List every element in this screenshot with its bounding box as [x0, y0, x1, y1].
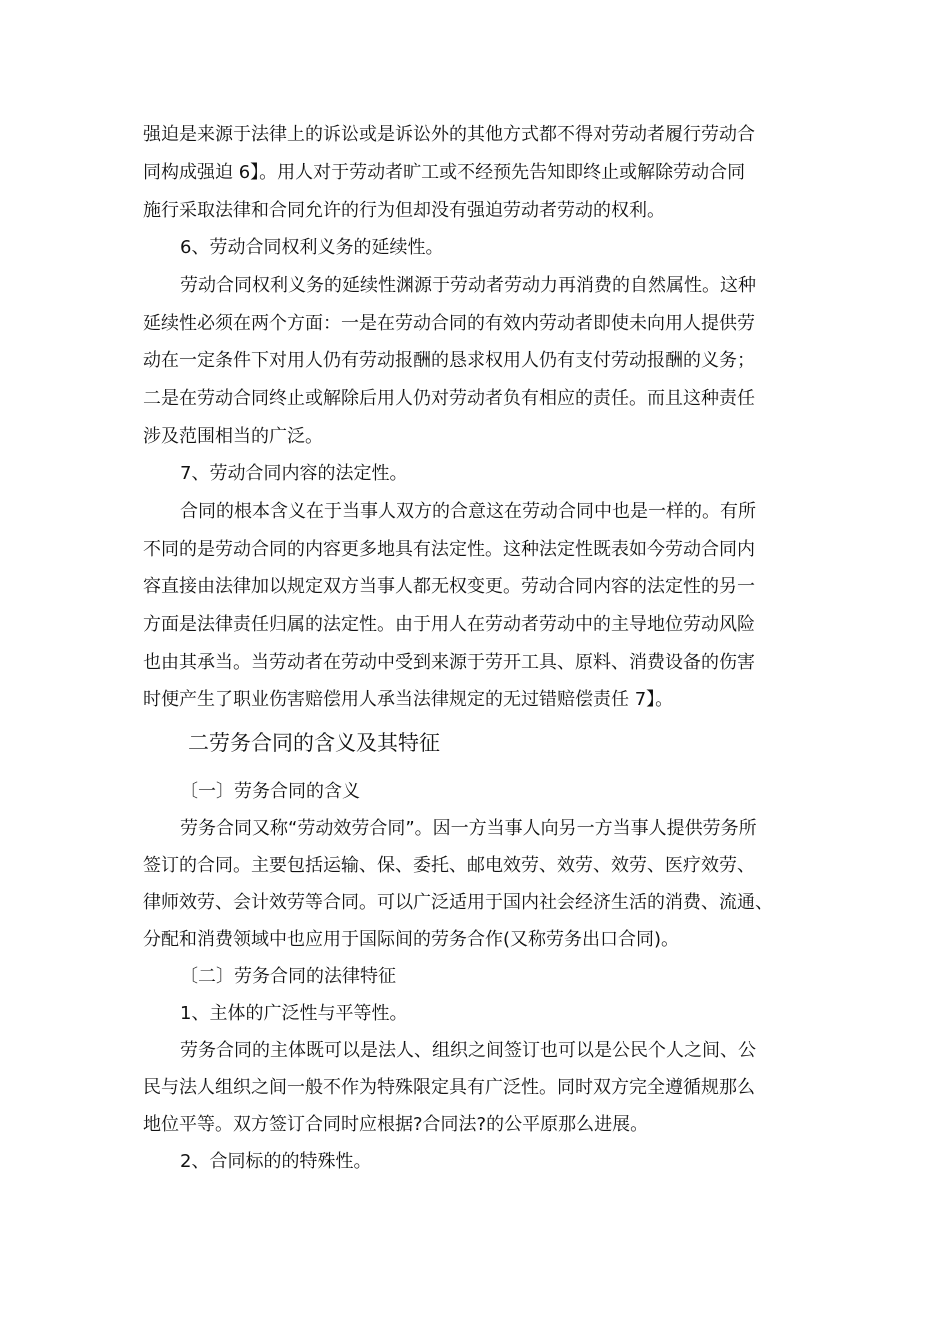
body-text-line: 动在一定条件下对用人仍有劳动报酬的恳求权用人仍有支付劳动报酬的义务； [143, 350, 755, 371]
body-text-line: 强迫是来源于法律上的诉讼或是诉讼外的其他方式都不得对劳动者履行劳动合 [143, 124, 755, 145]
section-item-title: 7、劳动合同内容的法定性。 [180, 463, 408, 484]
body-text-line: 合同的根本含义在于当事人双方的合意这在劳动合同中也是一样的。有所 [180, 501, 756, 522]
body-text-line: 方面是法律责任归属的法定性。由于用人在劳动者劳动中的主导地位劳动风险 [143, 614, 755, 635]
body-text-line: 劳务合同又称“劳动效劳合同”。因一方当事人向另一方当事人提供劳务所 [180, 818, 757, 839]
section-item-title: 6、劳动合同权利义务的延续性。 [180, 237, 444, 258]
body-text-line: 签订的合同。主要包括运输、保、委托、邮电效劳、效劳、效劳、医疗效劳、 [143, 855, 755, 876]
body-text-line: 劳动合同权利义务的延续性渊源于劳动者劳动力再消费的自然属性。这种 [180, 275, 756, 296]
body-text-line: 不同的是劳动合同的内容更多地具有法定性。这种法定性既表如今劳动合同内 [143, 539, 755, 560]
section-heading: 二劳务合同的含义及其特征 [188, 731, 440, 755]
body-text-line: 施行采取法律和合同允许的行为但却没有强迫劳动者劳动的权利。 [143, 200, 665, 221]
body-text-line: 分配和消费领域中也应用于国际间的劳务合作(又称劳务出口合同)。 [143, 929, 680, 950]
body-text-line: 延续性必须在两个方面：一是在劳动合同的有效内劳动者即使未向用人提供劳 [143, 313, 755, 334]
section-item-title: 1、主体的广泛性与平等性。 [180, 1003, 408, 1024]
body-text-line: 二是在劳动合同终止或解除后用人仍对劳动者负有相应的责任。而且这种责任 [143, 388, 755, 409]
body-text-line: 地位平等。双方签订合同时应根据?合同法?的公平原那么进展。 [143, 1114, 649, 1135]
section-item-title: 2、合同标的的特殊性。 [180, 1151, 372, 1172]
body-text-line: 涉及范围相当的广泛。 [143, 426, 323, 447]
body-text-line: 也由其承当。当劳动者在劳动中受到来源于劳开工具、原料、消费设备的伤害 [143, 652, 755, 673]
body-text-line: 时便产生了职业伤害赔偿用人承当法律规定的无过错赔偿责任 7】。 [143, 689, 674, 710]
body-text-line: 民与法人组织之间一般不作为特殊限定具有广泛性。同时双方完全遵循规那么 [143, 1077, 755, 1098]
body-text-line: 律师效劳、会计效劳等合同。可以广泛适用于国内社会经济生活的消费、流通、 [143, 892, 773, 913]
subsection-heading: 〔二〕劳务合同的法律特征 [180, 966, 396, 987]
body-text-line: 同构成强迫 6】。用人对于劳动者旷工或不经预先告知即终止或解除劳动合同 [143, 162, 746, 183]
body-text-line: 容直接由法律加以规定双方当事人都无权变更。劳动合同内容的法定性的另一 [143, 576, 755, 597]
subsection-heading: 〔一〕劳务合同的含义 [180, 781, 360, 802]
body-text-line: 劳务合同的主体既可以是法人、组织之间签订也可以是公民个人之间、公 [180, 1040, 756, 1061]
